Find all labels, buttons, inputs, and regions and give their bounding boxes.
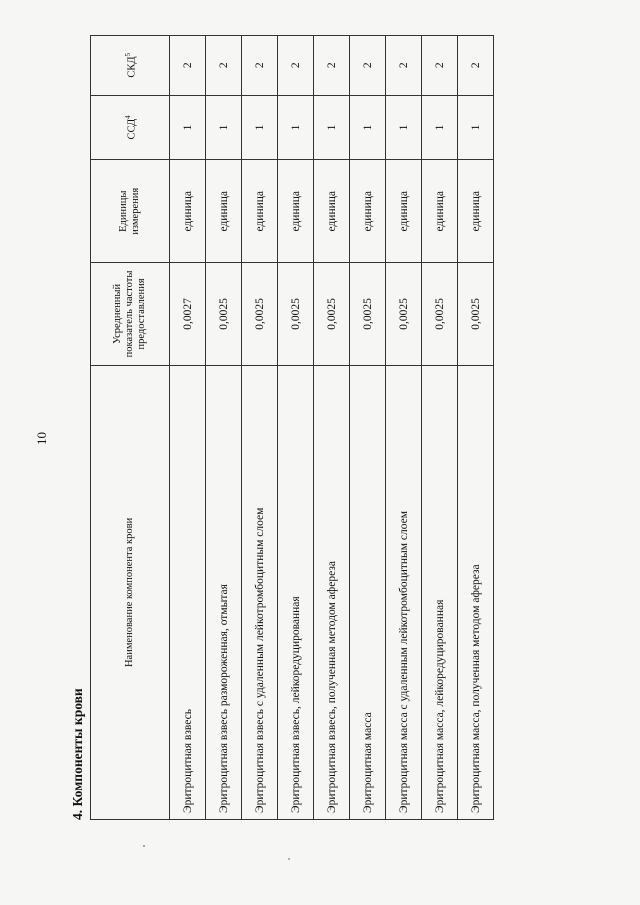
cell-unit: единица: [350, 160, 386, 263]
cell-ssd: 1: [458, 95, 494, 160]
table-row: [278, 36, 314, 820]
cell-name: Эритроцитная масса, полученная методом афереза: [458, 365, 494, 819]
table-row: [242, 36, 278, 820]
cell-ssd: 1: [206, 95, 242, 160]
cell-skd: 2: [242, 36, 278, 96]
table-row: [206, 36, 242, 820]
cell-ssd: 1: [386, 95, 422, 160]
cell-unit: единица: [422, 160, 458, 263]
header-avg: Усредненный показатель частоты предоставления: [91, 263, 170, 366]
cell-name: Эритроцитная взвесь, полученная методом афереза: [314, 365, 350, 819]
header-skd-label: СКД: [126, 56, 138, 78]
header-unit: Единицы измерения: [91, 160, 170, 263]
cell-ssd: 1: [314, 95, 350, 160]
cell-unit: единица: [170, 160, 206, 263]
cell-skd: 2: [458, 36, 494, 96]
cell-skd: 2: [206, 36, 242, 96]
blood-components-table: [90, 35, 494, 820]
cell-name: Эритроцитная взвесь, лейкоредуцированная: [278, 365, 314, 819]
cell-name: Эритроцитная взвесь: [170, 365, 206, 819]
cell-avg: 0,0025: [242, 263, 278, 366]
scan-speck: [288, 858, 290, 860]
cell-unit: единица: [278, 160, 314, 263]
table-row: [314, 36, 350, 820]
cell-skd: 2: [386, 36, 422, 96]
cell-ssd: 1: [278, 95, 314, 160]
cell-avg: 0,0025: [386, 263, 422, 366]
cell-name: Эритроцитная масса, лейкоредуцированная: [422, 365, 458, 819]
cell-avg: 0,0025: [422, 263, 458, 366]
cell-name: Эритроцитная масса с удаленным лейкотромбоцитным слоем: [386, 365, 422, 819]
header-name: Наименование компонента крови: [91, 365, 170, 819]
page-number: 10: [34, 432, 49, 445]
cell-avg: 0,0027: [170, 263, 206, 366]
table-row: [386, 36, 422, 820]
cell-unit: единица: [242, 160, 278, 263]
cell-unit: единица: [458, 160, 494, 263]
cell-avg: 0,0025: [278, 263, 314, 366]
table-row: [422, 36, 458, 820]
cell-avg: 0,0025: [458, 263, 494, 366]
cell-avg: 0,0025: [350, 263, 386, 366]
header-ssd: [91, 95, 170, 160]
table-header-row: [91, 36, 170, 820]
table-row: [350, 36, 386, 820]
cell-skd: 2: [350, 36, 386, 96]
cell-skd: 2: [170, 36, 206, 96]
header-skd-footnote: 5: [123, 52, 132, 57]
cell-ssd: 1: [422, 95, 458, 160]
cell-unit: единица: [206, 160, 242, 263]
cell-skd: 2: [314, 36, 350, 96]
cell-ssd: 1: [350, 95, 386, 160]
cell-unit: единица: [386, 160, 422, 263]
cell-unit: единица: [314, 160, 350, 263]
cell-skd: 2: [278, 36, 314, 96]
cell-avg: 0,0025: [206, 263, 242, 366]
cell-name: Эритроцитная взвесь размороженная, отмытая: [206, 365, 242, 819]
cell-name: Эритроцитная взвесь с удаленным лейкотромбоцитным слоем: [242, 365, 278, 819]
cell-avg: 0,0025: [314, 263, 350, 366]
cell-skd: 2: [422, 36, 458, 96]
cell-ssd: 1: [170, 95, 206, 160]
table-row: [170, 36, 206, 820]
scan-speck: [143, 845, 145, 847]
header-ssd-label: ССД: [126, 118, 138, 140]
cell-name: Эритроцитная масса: [350, 365, 386, 819]
cell-ssd: 1: [242, 95, 278, 160]
header-skd: [91, 36, 170, 96]
table-row: [458, 36, 494, 820]
section-title: 4. Компоненты крови: [70, 688, 85, 820]
header-ssd-footnote: 4: [123, 115, 132, 119]
rotated-content: [30, 35, 590, 850]
